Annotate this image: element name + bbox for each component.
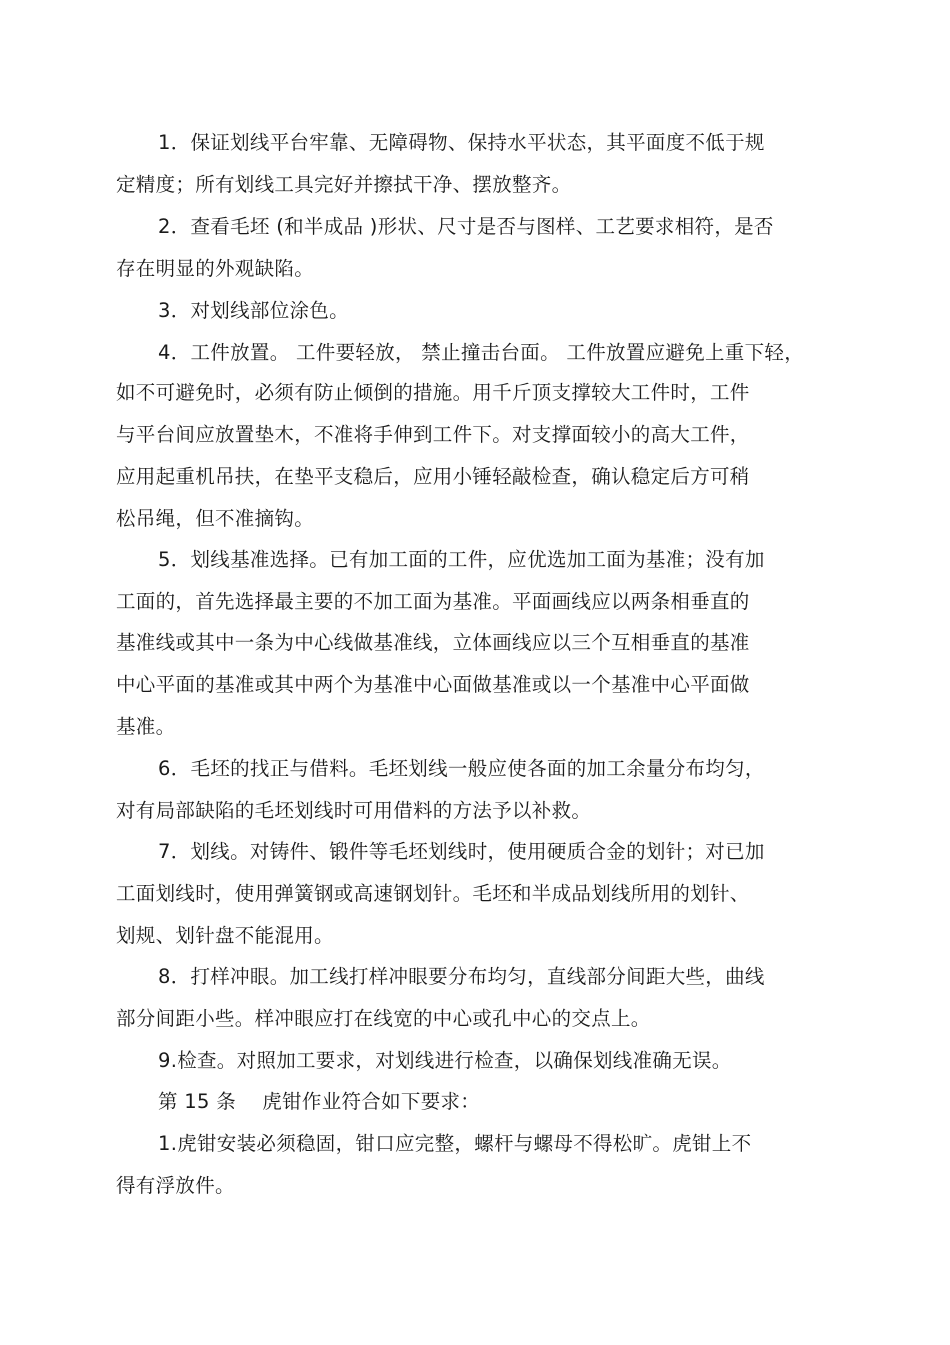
paragraph-1-line-1: 1．保证划线平台牢靠、无障碍物、保持水平状态，其平面度不低于规: [158, 131, 765, 154]
paragraph-8-line-2: 部分间距小些。样冲眼应打在线宽的中心或孔中心的交点上。: [116, 1007, 651, 1030]
paragraph-2-line-2: 存在明显的外观缺陷。: [116, 257, 315, 280]
article-15-item-1-line-2: 得有浮放件。: [116, 1174, 235, 1197]
article-15-heading: 第 15 条 虎钳作业符合如下要求：: [158, 1090, 481, 1113]
paragraph-9-line-1: 9.检查。对照加工要求，对划线进行检查，以确保划线准确无误。: [158, 1049, 732, 1072]
paragraph-6-line-2: 对有局部缺陷的毛坯划线时可用借料的方法予以补救。: [116, 799, 592, 822]
paragraph-4-line-3: 与平台间应放置垫木，不准将手伸到工件下。对支撑面较小的高大工件，: [116, 423, 750, 446]
paragraph-4-line-4: 应用起重机吊扶，在垫平支稳后，应用小锤轻敲检查，确认稳定后方可稍: [116, 465, 750, 488]
paragraph-7-line-1: 7．划线。对铸件、锻件等毛坯划线时，使用硬质合金的划针；对已加: [158, 840, 765, 863]
paragraph-5-line-5: 基准。: [116, 715, 176, 738]
paragraph-7-line-2: 工面划线时，使用弹簧钢或高速钢划针。毛坯和半成品划线所用的划针、: [116, 882, 750, 905]
paragraph-5-line-4: 中心平面的基准或其中两个为基准中心面做基准或以一个基准中心平面做: [116, 673, 750, 696]
paragraph-4-line-5: 松吊绳，但不准摘钩。: [116, 507, 315, 530]
paragraph-5-line-3: 基准线或其中一条为中心线做基准线，立体画线应以三个互相垂直的基准: [116, 631, 750, 654]
paragraph-4-line-2: 如不可避免时，必须有防止倾倒的措施。用千斤顶支撑较大工件时，工件: [116, 381, 750, 404]
paragraph-4-line-1: 4．工件放置。 工件要轻放， 禁止撞击台面。 工件放置应避免上重下轻，: [158, 341, 805, 364]
paragraph-5-line-2: 工面的，首先选择最主要的不加工面为基准。平面画线应以两条相垂直的: [116, 590, 750, 613]
paragraph-6-line-1: 6．毛坯的找正与借料。毛坯划线一般应使各面的加工余量分布均匀，: [158, 757, 765, 780]
paragraph-8-line-1: 8．打样冲眼。加工线打样冲眼要分布均匀，直线部分间距大些，曲线: [158, 965, 765, 988]
paragraph-1-line-2: 定精度；所有划线工具完好并擦拭干净、摆放整齐。: [116, 173, 572, 196]
paragraph-7-line-3: 划规、划针盘不能混用。: [116, 924, 334, 947]
paragraph-3-line-1: 3．对划线部位涂色。: [158, 299, 349, 322]
article-15-item-1-line-1: 1.虎钳安装必须稳固，钳口应完整，螺杆与螺母不得松旷。虎钳上不: [158, 1132, 752, 1155]
paragraph-2-line-1: 2．查看毛坯 (和半成品 )形状、尺寸是否与图样、工艺要求相符，是否: [158, 215, 774, 238]
paragraph-5-line-1: 5．划线基准选择。已有加工面的工件，应优选加工面为基准；没有加: [158, 548, 765, 571]
